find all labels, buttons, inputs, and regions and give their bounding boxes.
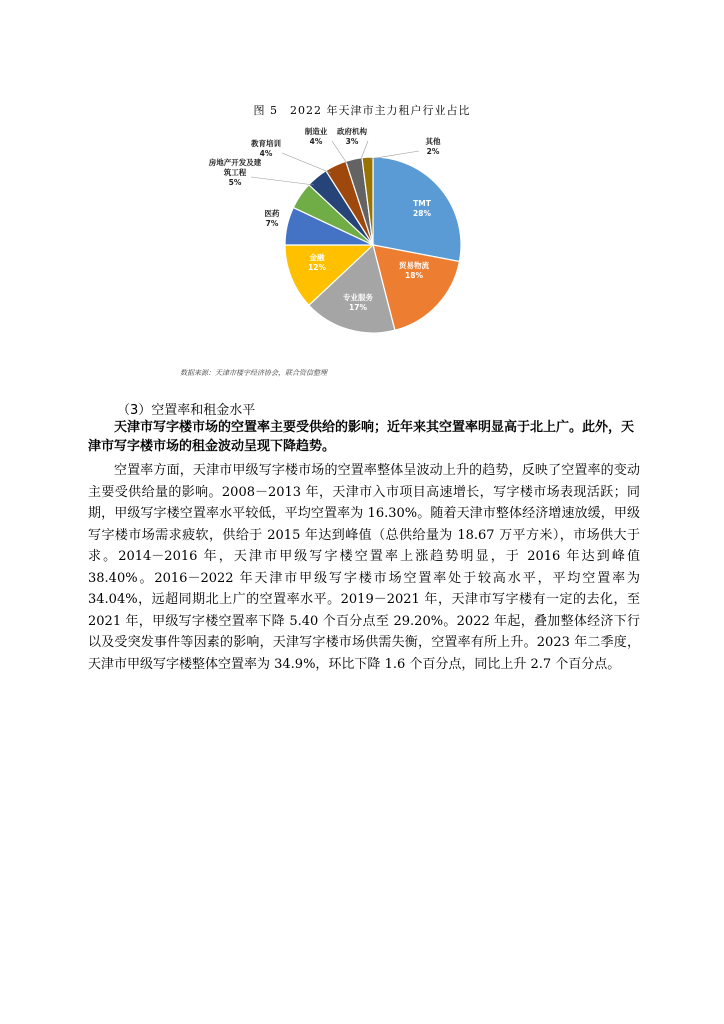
slice-label-1: 贸易物流 18% [399, 261, 429, 280]
pie-chart [190, 125, 490, 365]
slice-label-0: TMT 28% [413, 199, 431, 218]
leader-line-9 [370, 151, 419, 159]
section-lead: 天津市写字楼市场的空置率主要受供给的影响；近年来其空置率明显高于北上广。此外，天津市写字楼市场的租金波动呈现下降趋势。 [88, 420, 635, 454]
slice-label-7: 制造业 4% [304, 127, 328, 146]
slice-label-5: 房地产开发及建筑工程 5% [208, 158, 262, 187]
slice-label-4: 医药 7% [264, 209, 280, 228]
slice-label-8: 政府机构 3% [337, 127, 367, 146]
figure-source: 数据来源：天津市楼宇经济协会，联合资信整理 [180, 369, 327, 377]
leader-line-5 [251, 177, 314, 185]
section-body: 空置率方面，天津市甲级写字楼市场的空置率整体呈波动上升的趋势，反映了空置率的变动主要受供给量的影响。2008－2013 年，天津市入市项目高速增长，写字楼市场表现活跃；同期，甲级写字楼空置率水平较低，平均空置率为 16.30%。随着天津市整体经济增速放缓，甲级写字楼市场需求疲软，供给于 2015 年达到峰值（总供给量为 18.67 万平方米），市场供大于求。2014－2016 年，天津市甲级写字楼空置率上涨趋势明显，于 2016 年达到峰值 38.40%。2016－2022 年天津市甲级写字楼市场空置率处于较高水平，平均空置率为 34.04%，远超同期北上广的空置率水平。2019－2021 年，天津市写字楼有一定的去化，至 2021 年，甲级写字楼空置率下降 5.40 个百分点至 29.20%。2022 年起，叠加整体经济下行以及受突发事件等因素的影响，天津写字楼市场供需失衡，空置率有所上升。2023 年二季度，天津市甲级写字楼整体空置率为 34.9%，环比下降 1.6 个百分点，同比上升 2.7 个百分点。 [88, 463, 640, 672]
slice-label-2: 专业服务 17% [343, 293, 373, 312]
figure-title: 图 5 2022 年天津市主力租户行业占比 [253, 104, 471, 117]
leader-line-6 [282, 153, 331, 173]
slice-label-9: 其他 2% [425, 137, 441, 156]
section-heading: （3）空置率和租金水平 [117, 403, 256, 418]
slice-label-6: 教育培训 4% [251, 139, 281, 158]
slice-label-3: 金融 12% [308, 253, 326, 272]
leader-line-8 [361, 141, 368, 159]
